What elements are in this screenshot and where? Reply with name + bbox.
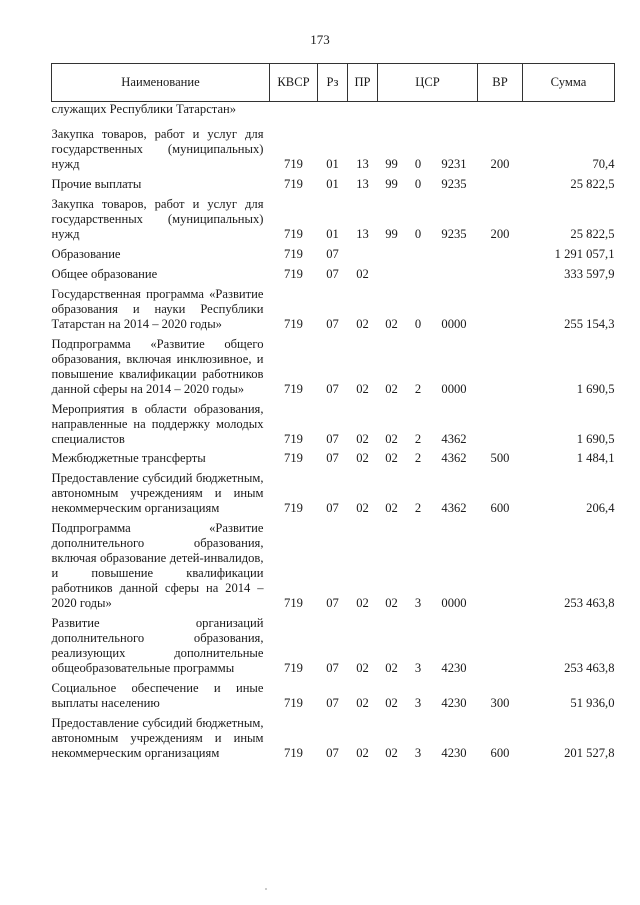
cell-csr-program: 02 [385, 696, 398, 710]
cell-csr-program: 02 [385, 317, 398, 331]
header-kvsr: КВСР [270, 64, 318, 102]
cell-name: Общее образование [51, 267, 158, 281]
cell-csr-subprogram: 2 [414, 382, 422, 396]
cell-csr-subprogram [406, 262, 431, 282]
cell-name: Мероприятия в области образования, направленные на поддержку молодых специалистов [51, 402, 264, 446]
table-row [52, 711, 615, 761]
table-row [52, 611, 615, 676]
cell-kvsr: 719 [284, 451, 303, 465]
cell-pr [348, 102, 378, 118]
cell-name: Социальное обеспечение и иные выплаты населению [51, 681, 264, 710]
cell-pr: 02 [356, 382, 369, 396]
cell-vr [478, 332, 523, 397]
cell-csr-program [378, 242, 406, 262]
cell-vr [478, 242, 523, 262]
cell-csr-subprogram: 2 [414, 501, 422, 515]
table-row [52, 282, 615, 332]
cell-kvsr: 719 [284, 746, 303, 760]
cell-vr: 200 [490, 227, 510, 241]
cell-pr: 02 [356, 696, 369, 710]
cell-csr-subprogram: 2 [414, 432, 422, 446]
cell-name: Подпрограмма «Развитие дополнительного образования, включая образование детей-инвалидов, и повышение квалификации работников данной сферы на 2014 – 2020 годы» [51, 521, 264, 610]
cell-sum: 206,4 [586, 501, 615, 515]
cell-csr-program: 99 [385, 157, 398, 171]
cell-vr: 500 [490, 451, 510, 465]
cell-csr-direction [431, 242, 478, 262]
cell-rz: 07 [326, 596, 339, 610]
cell-kvsr: 719 [284, 317, 303, 331]
cell-kvsr: 719 [284, 661, 303, 675]
cell-name: Закупка товаров, работ и услуг для государственных (муниципальных) нужд [51, 197, 264, 241]
cell-sum: 70,4 [592, 157, 615, 171]
table-row [52, 262, 615, 282]
cell-csr-subprogram [406, 102, 431, 118]
cell-kvsr: 719 [284, 382, 303, 396]
cell-csr-direction: 4362 [441, 432, 467, 446]
cell-pr: 13 [356, 227, 369, 241]
cell-rz: 07 [326, 696, 339, 710]
cell-kvsr: 719 [284, 596, 303, 610]
cell-csr-program [378, 262, 406, 282]
header-sum: Сумма [523, 64, 615, 102]
cell-rz: 01 [326, 177, 339, 191]
header-vr: ВР [478, 64, 523, 102]
cell-rz: 01 [326, 227, 339, 241]
cell-csr-program: 99 [385, 177, 398, 191]
cell-rz: 07 [326, 432, 339, 446]
cell-csr-subprogram: 3 [414, 596, 422, 610]
header-pr: ПР [348, 64, 378, 102]
cell-kvsr: 719 [284, 227, 303, 241]
cell-csr-direction: 0000 [441, 596, 467, 610]
cell-csr-direction: 0000 [441, 382, 467, 396]
cell-pr: 02 [356, 451, 369, 465]
table-row [52, 676, 615, 711]
cell-sum: 333 597,9 [564, 267, 615, 281]
table-row [52, 117, 615, 172]
cell-csr-subprogram: 0 [414, 317, 422, 331]
cell-rz: 07 [326, 451, 339, 465]
cell-sum: 1 291 057,1 [554, 247, 615, 261]
table-row [52, 242, 615, 262]
cell-rz: 07 [326, 317, 339, 331]
budget-table [51, 63, 615, 761]
cell-kvsr: 719 [284, 177, 303, 191]
cell-kvsr [270, 102, 318, 118]
cell-csr-direction: 4230 [441, 696, 467, 710]
table-row [52, 466, 615, 516]
cell-csr-subprogram: 3 [414, 696, 422, 710]
cell-rz: 07 [326, 661, 339, 675]
cell-csr-subprogram: 0 [414, 177, 422, 191]
cell-name: Государственная программа «Развитие образования и науки Республики Татарстан на 2014 – 2020 годы» [51, 287, 264, 331]
cell-name: Закупка товаров, работ и услуг для государственных (муниципальных) нужд [51, 127, 264, 171]
cell-sum: 51 936,0 [570, 696, 615, 710]
cell-name: Предоставление субсидий бюджетным, автономным учреждениям и иным некоммерческим организациям [51, 716, 264, 760]
page-number: 173 [310, 32, 330, 47]
table-row [52, 516, 615, 611]
cell-pr: 02 [356, 661, 369, 675]
cell-csr-direction: 9235 [441, 177, 467, 191]
table-row [52, 102, 615, 118]
cell-csr-direction: 9235 [441, 227, 467, 241]
cell-vr: 300 [490, 696, 510, 710]
cell-pr: 02 [356, 432, 369, 446]
cell-csr-subprogram: 3 [414, 746, 422, 760]
cell-sum: 253 463,8 [564, 661, 615, 675]
cell-vr: 200 [490, 157, 510, 171]
cell-csr-direction: 0000 [441, 317, 467, 331]
cell-csr-subprogram [406, 242, 431, 262]
cell-csr-direction: 4230 [441, 661, 467, 675]
cell-vr [478, 397, 523, 447]
header-rz: Рз [318, 64, 348, 102]
cell-vr [478, 282, 523, 332]
cell-csr-program [378, 102, 406, 118]
cell-vr [478, 102, 523, 118]
cell-kvsr: 719 [284, 157, 303, 171]
cell-name: Развитие организаций дополнительного образования, реализующих дополнительные общеобразовательные программы [51, 616, 264, 675]
cell-name: Предоставление субсидий бюджетным, автономным учреждениям и иным некоммерческим организациям [51, 471, 264, 515]
header-name: Наименование [52, 64, 270, 102]
cell-sum: 201 527,8 [564, 746, 615, 760]
cell-name: Подпрограмма «Развитие общего образования, включая инклюзивное, и повышение квалификации работников данной сферы на 2014 – 2020 годы» [51, 337, 264, 396]
cell-sum: 25 822,5 [570, 177, 615, 191]
table-row [52, 172, 615, 192]
cell-csr-direction [431, 262, 478, 282]
cell-vr: 600 [490, 501, 510, 515]
cell-rz: 07 [326, 267, 339, 281]
cell-rz [318, 102, 348, 118]
cell-csr-subprogram: 0 [414, 227, 422, 241]
cell-csr-subprogram: 3 [414, 661, 422, 675]
cell-name: Межбюджетные трансферты [51, 451, 206, 465]
cell-csr-program: 02 [385, 746, 398, 760]
cell-csr-direction: 4230 [441, 746, 467, 760]
cell-rz: 07 [326, 247, 339, 261]
cell-vr [478, 262, 523, 282]
cell-csr-subprogram: 2 [414, 451, 422, 465]
cell-csr-program: 99 [385, 227, 398, 241]
cell-sum: 1 690,5 [576, 382, 615, 396]
cell-csr-program: 02 [385, 451, 398, 465]
table-row [52, 397, 615, 447]
cell-vr [478, 516, 523, 611]
cell-pr: 02 [356, 267, 369, 281]
cell-csr-program: 02 [385, 661, 398, 675]
scan-dot [265, 888, 267, 890]
cell-sum: 1 484,1 [576, 451, 615, 465]
cell-kvsr: 719 [284, 432, 303, 446]
cell-csr-program: 02 [385, 432, 398, 446]
cell-pr: 02 [356, 746, 369, 760]
cell-sum [523, 102, 615, 118]
cell-rz: 07 [326, 382, 339, 396]
table-row [52, 192, 615, 242]
cell-name: служащих Республики Татарстан» [51, 102, 237, 116]
cell-csr-program: 02 [385, 501, 398, 515]
cell-vr [478, 611, 523, 676]
table-body [52, 102, 615, 762]
cell-pr [348, 242, 378, 262]
cell-sum: 255 154,3 [564, 317, 615, 331]
cell-kvsr: 719 [284, 267, 303, 281]
table-row [52, 332, 615, 397]
header-row [52, 64, 615, 102]
cell-rz: 07 [326, 746, 339, 760]
cell-vr [478, 172, 523, 192]
cell-kvsr: 719 [284, 247, 303, 261]
cell-pr: 13 [356, 157, 369, 171]
cell-pr: 02 [356, 596, 369, 610]
header-csr: ЦСР [378, 64, 478, 102]
table-row [52, 447, 615, 466]
cell-kvsr: 719 [284, 696, 303, 710]
cell-csr-program: 02 [385, 596, 398, 610]
cell-pr: 02 [356, 501, 369, 515]
cell-kvsr: 719 [284, 501, 303, 515]
cell-rz: 01 [326, 157, 339, 171]
cell-sum: 25 822,5 [570, 227, 615, 241]
cell-pr: 02 [356, 317, 369, 331]
cell-csr-subprogram: 0 [414, 157, 422, 171]
cell-vr: 600 [490, 746, 510, 760]
cell-csr-program: 02 [385, 382, 398, 396]
cell-pr: 13 [356, 177, 369, 191]
cell-name: Прочие выплаты [51, 177, 142, 191]
cell-csr-direction: 9231 [441, 157, 467, 171]
cell-csr-direction: 4362 [441, 451, 467, 465]
cell-name: Образование [51, 247, 121, 261]
cell-csr-direction [431, 102, 478, 118]
cell-sum: 253 463,8 [564, 596, 615, 610]
cell-csr-direction: 4362 [441, 501, 467, 515]
cell-sum: 1 690,5 [576, 432, 615, 446]
cell-rz: 07 [326, 501, 339, 515]
